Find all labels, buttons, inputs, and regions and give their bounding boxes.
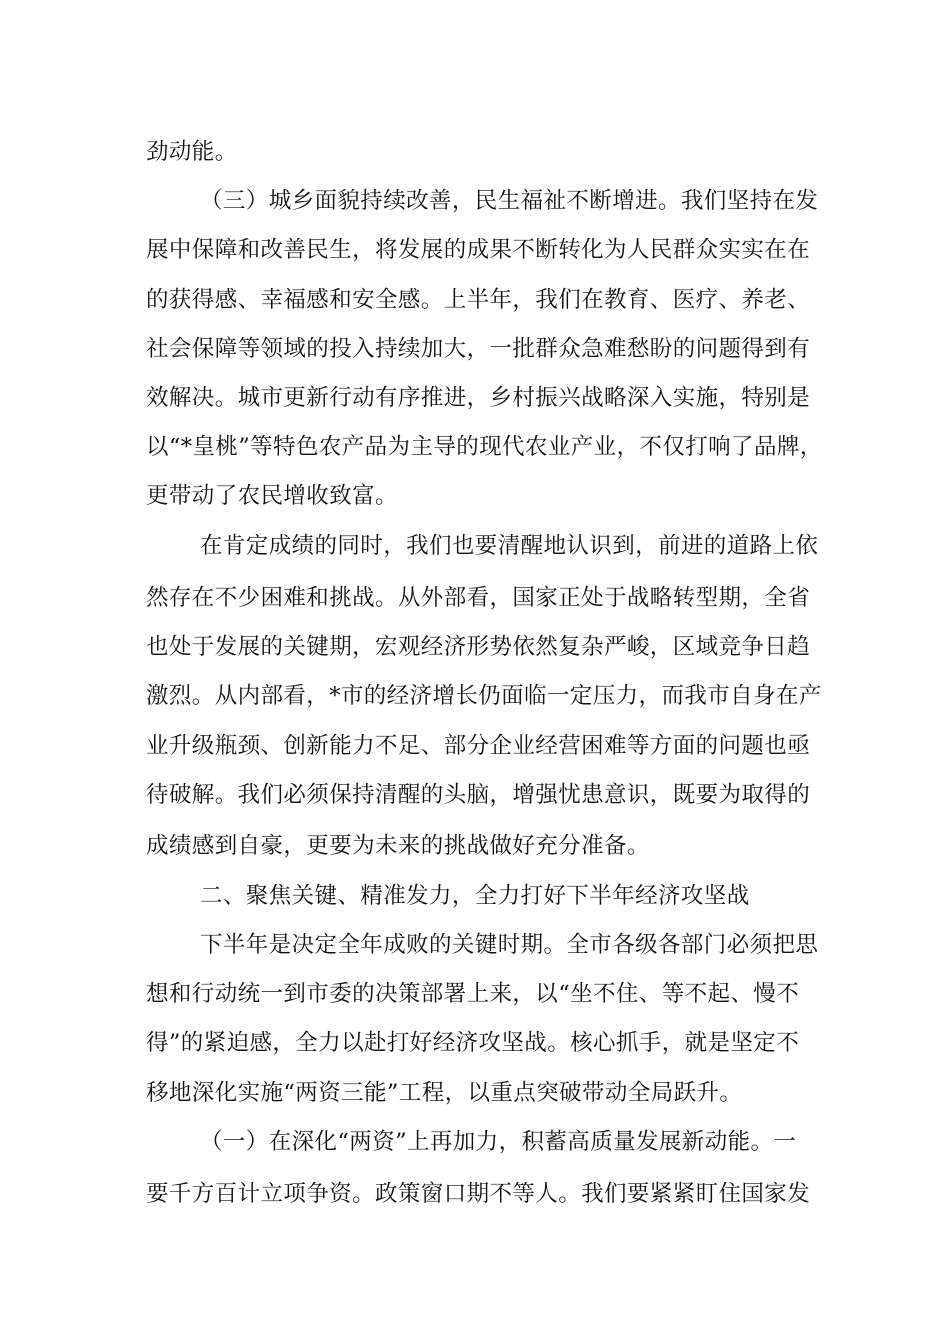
text-line: 效解决。城市更新行动有序推进，乡村振兴战略深入实施，特别是 xyxy=(146,385,811,411)
text-line: 待破解。我们必须保持清醒的头脑，增强忧患意识，既要为取得的 xyxy=(146,782,811,808)
text-line: （一）在深化“两资”上再加力，积蓄高质量发展新动能。一 xyxy=(200,1129,797,1155)
text-line: 的获得感、幸福感和安全感。上半年，我们在教育、医疗、养老、 xyxy=(146,287,811,313)
text-line: 下半年是决定全年成败的关键时期。全市各级各部门必须把思 xyxy=(200,932,819,958)
text-line: 业升级瓶颈、创新能力不足、部分企业经营困难等方面的问题也亟 xyxy=(146,733,811,759)
text-line: 然存在不少困难和挑战。从外部看，国家正处于战略转型期，全省 xyxy=(146,585,811,611)
text-line: 更带动了农民增收致富。 xyxy=(146,483,398,509)
text-line: 社会保障等领域的投入持续加大，一批群众急难愁盼的问题得到有 xyxy=(146,336,811,362)
text-line: 成绩感到自豪，更要为未来的挑战做好充分准备。 xyxy=(146,833,650,859)
text-line: 得”的紧迫感，全力以赴打好经济攻坚战。核心抓手，就是坚定不 xyxy=(146,1030,800,1056)
text-line: （三）城乡面貌持续改善，民生福祉不断增进。我们坚持在发 xyxy=(200,188,819,214)
text-line: 移地深化实施“两资三能”工程，以重点突破带动全局跃升。 xyxy=(146,1080,743,1106)
text-line: 展中保障和改善民生，将发展的成果不断转化为人民群众实实在在 xyxy=(146,237,811,263)
text-line: 要千方百计立项争资。政策窗口期不等人。我们要紧紧盯住国家发 xyxy=(146,1181,811,1207)
text-line: 也处于发展的关键期，宏观经济形势依然复杂严峻，区域竞争日趋 xyxy=(146,634,811,660)
text-line: 劲动能。 xyxy=(146,139,238,165)
text-line: 在肯定成绩的同时，我们也要清醒地认识到，前进的道路上依 xyxy=(200,533,819,559)
section-heading: 二、聚焦关键、精准发力，全力打好下半年经济攻坚战 xyxy=(200,883,750,909)
text-line: 激烈。从内部看，*市的经济增长仍面临一定压力，而我市自身在产 xyxy=(146,683,822,709)
text-line: 以“*皇桃”等特色农产品为主导的现代农业产业，不仅打响了品牌， xyxy=(146,434,823,460)
text-line: 想和行动统一到市委的决策部署上来，以“坐不住、等不起、慢不 xyxy=(146,981,800,1007)
